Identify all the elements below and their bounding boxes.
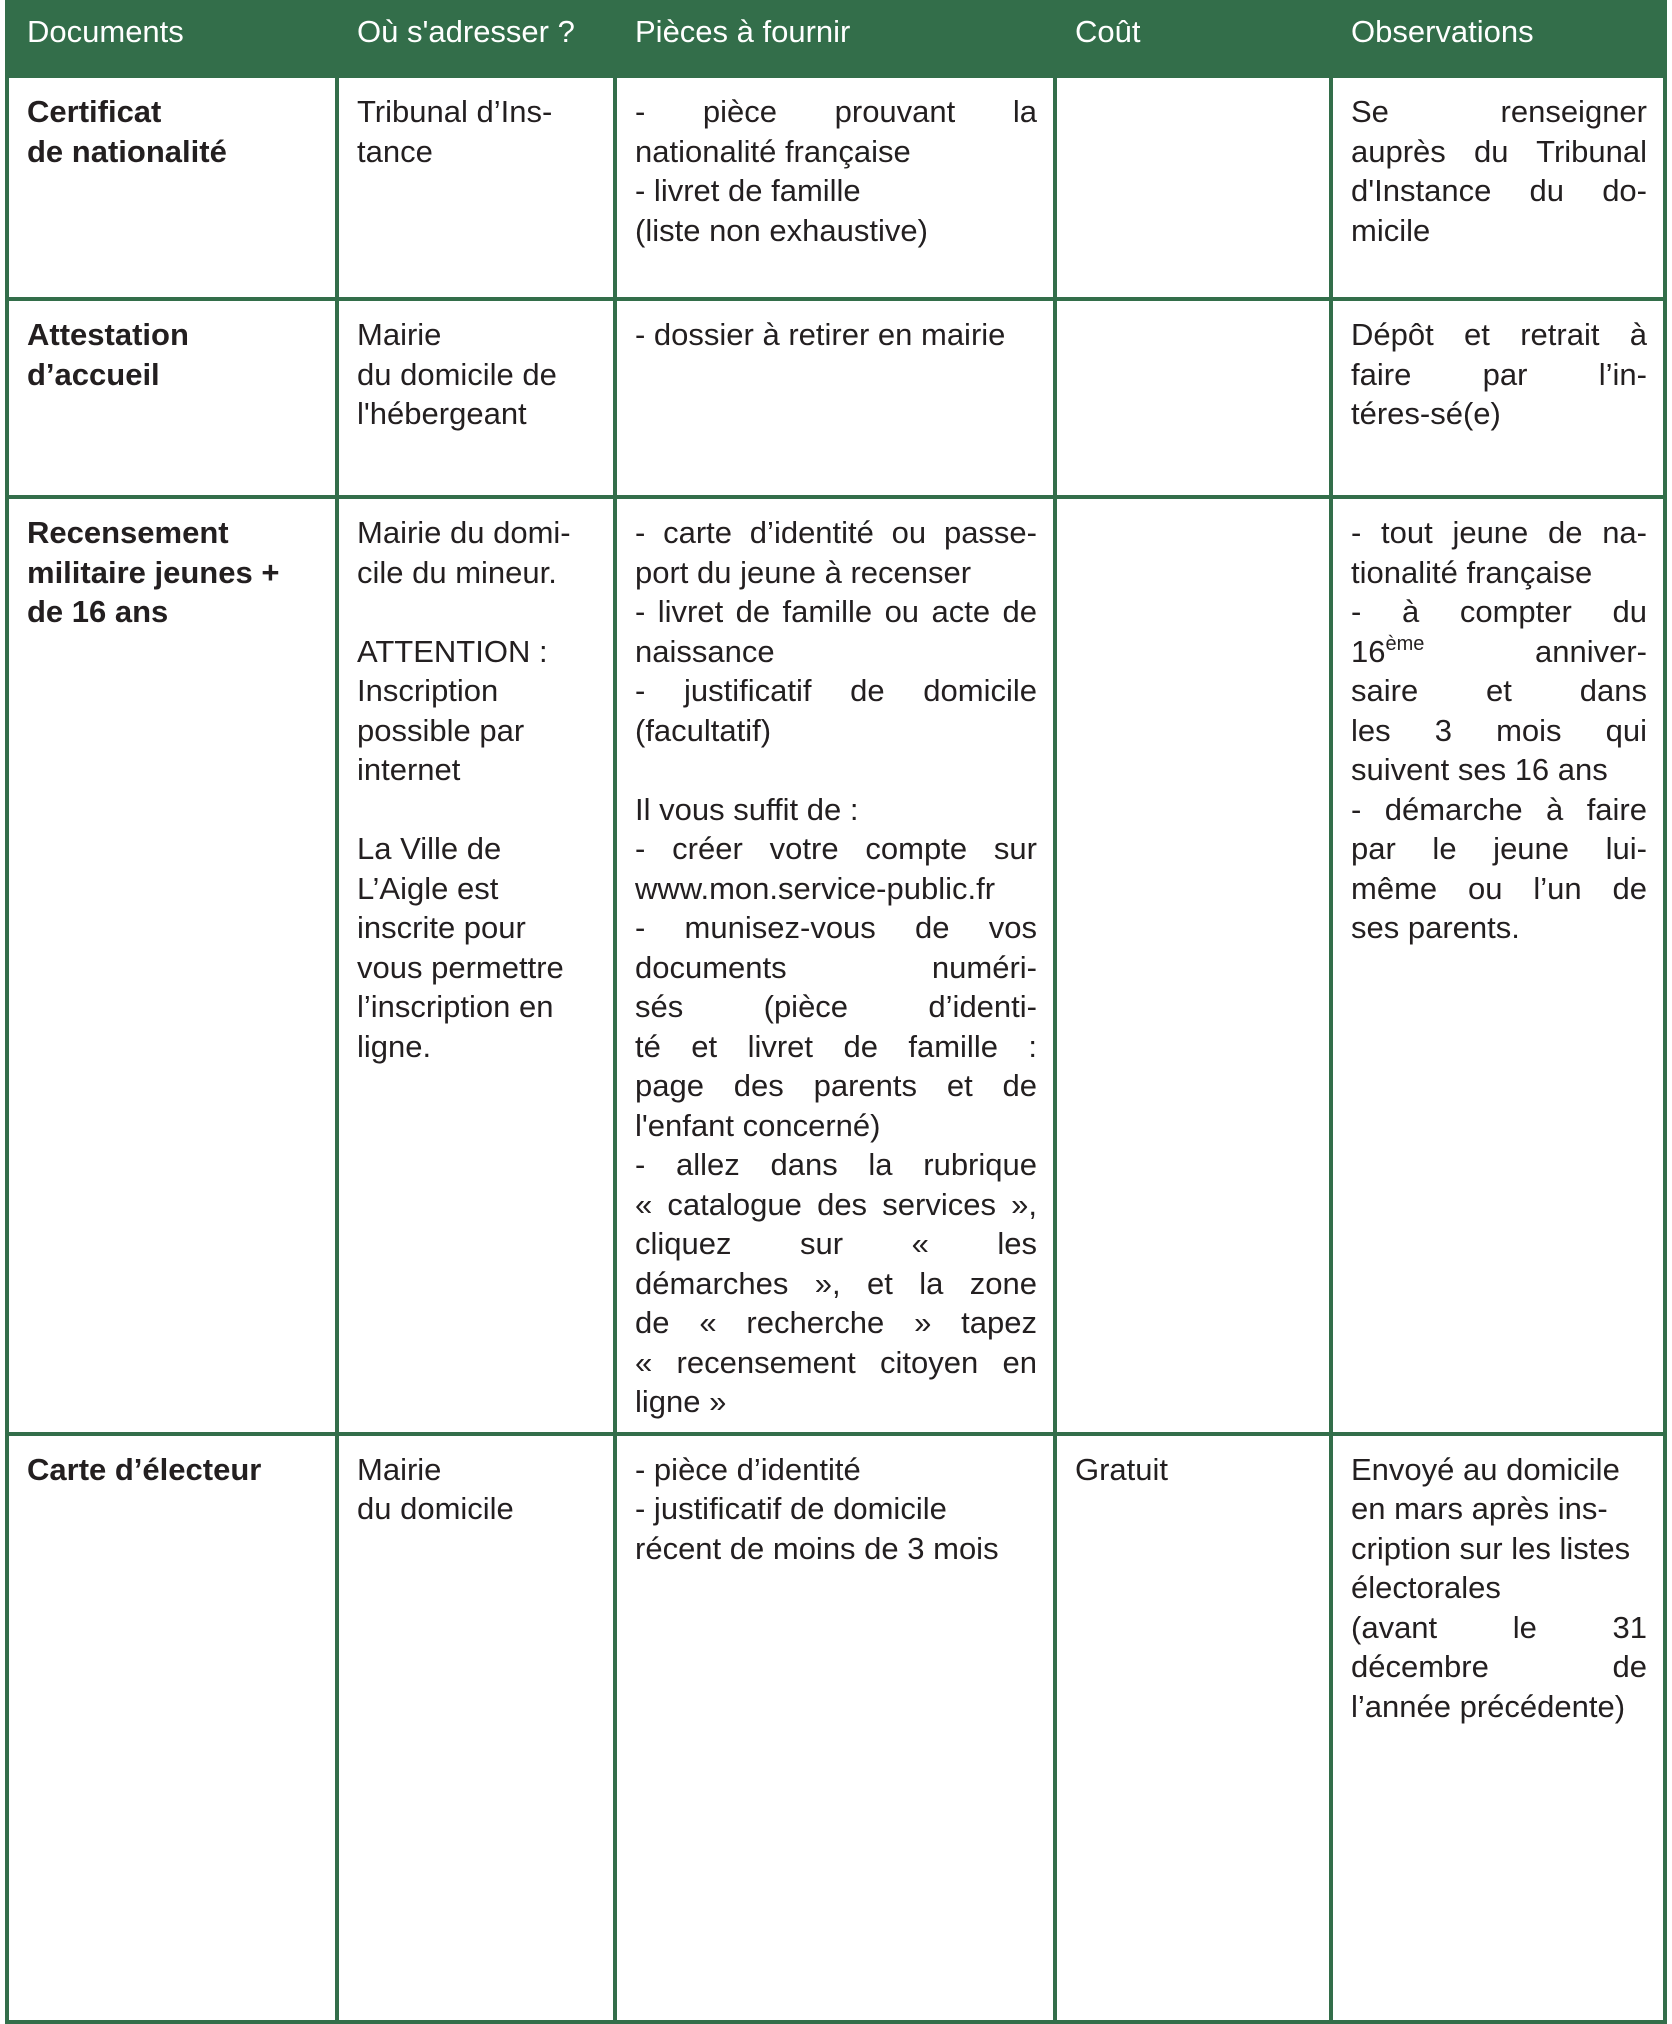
- text-line: militaire jeunes +: [27, 554, 280, 590]
- text-line: l’année précédente): [1351, 1688, 1626, 1724]
- cell-cout: Gratuit: [1055, 1434, 1331, 2023]
- text-line: « catalogue des services »,: [635, 1186, 1037, 1222]
- blank-line: [357, 592, 597, 632]
- cell-ou: [337, 497, 615, 1434]
- text-line: faire par l’in-: [1351, 356, 1647, 392]
- text-line: La Ville de: [357, 831, 502, 866]
- cell-pieces: [615, 76, 1055, 299]
- header-cout: Coût: [1055, 2, 1331, 76]
- text-line: Il vous suffit de :: [635, 791, 859, 827]
- text-line: Inscription: [357, 673, 499, 708]
- cell-document: [7, 299, 337, 497]
- text-line: même ou l’un de: [1351, 870, 1647, 906]
- text-line: - tout jeune de na-: [1351, 515, 1647, 550]
- text-line: Carte d’électeur: [27, 1451, 262, 1487]
- text-line: Recensement: [27, 515, 229, 550]
- cell-cout: [1055, 497, 1331, 1434]
- header-ou-sadresser: Où s'adresser ?: [337, 2, 615, 76]
- cell-ou: [337, 1434, 615, 2023]
- cell-cout: [1055, 299, 1331, 497]
- text-line: Tribunal d’Ins-: [357, 94, 553, 129]
- text-line: L’Aigle est: [357, 870, 499, 906]
- text-line: - pièce d’identité: [635, 1451, 861, 1487]
- text-line: électorales: [1351, 1570, 1501, 1605]
- text-fragment: anniver-: [1535, 633, 1647, 669]
- text-line: l'hébergeant: [357, 396, 527, 431]
- text-line: l’inscription en: [357, 989, 554, 1024]
- table-row: [7, 497, 1665, 1434]
- text-line: - munisez-vous de vos: [635, 910, 1037, 945]
- header-pieces: Pièces à fournir: [615, 2, 1055, 76]
- text-line: ligne.: [357, 1028, 432, 1064]
- text-line: - pièce prouvant la: [635, 94, 1037, 129]
- text-line: Mairie du domi-: [357, 515, 571, 550]
- text-line: naissance: [635, 633, 775, 669]
- text-line: l'enfant concerné): [635, 1107, 881, 1143]
- text-line: micile: [1351, 212, 1431, 248]
- text-line: www.mon.service-public.fr: [635, 870, 996, 906]
- text-line: tionalité française: [1351, 554, 1593, 590]
- cell-observations: [1331, 299, 1665, 497]
- text-line: du domicile: [357, 1491, 514, 1526]
- text-line: de 16 ans: [27, 594, 169, 629]
- blank-line: [635, 750, 1037, 790]
- text-line: - allez dans la rubrique: [635, 1147, 1037, 1182]
- text-line: du domicile de: [357, 356, 557, 392]
- table-row: [7, 76, 1665, 299]
- text-line: internet: [357, 752, 461, 787]
- text-line: té et livret de famille :: [635, 1028, 1037, 1064]
- cell-pieces: [615, 1434, 1055, 2023]
- text-line: cile du mineur.: [357, 554, 557, 590]
- cell-observations: [1331, 497, 1665, 1434]
- text-line: Dépôt et retrait à: [1351, 317, 1647, 352]
- cell-document: [7, 497, 337, 1434]
- table-row: [7, 1434, 1665, 2023]
- cell-pieces: [615, 497, 1055, 1434]
- text-line: de « recherche » tapez: [635, 1305, 1037, 1340]
- text-line: « recensement citoyen en: [635, 1344, 1037, 1380]
- text-line: sés (pièce d’identi-: [635, 989, 1037, 1024]
- cell-pieces: [615, 299, 1055, 497]
- text-line: - justificatif de domicile: [635, 1491, 947, 1526]
- text-line: ATTENTION :: [357, 633, 548, 669]
- text-line: tance: [357, 133, 433, 169]
- text-line: - livret de famille: [635, 173, 861, 208]
- text-line: - carte d’identité ou passe-: [635, 515, 1037, 550]
- table-header-row: [7, 2, 1665, 76]
- text-line: auprès du Tribunal: [1351, 133, 1647, 169]
- text-line: (facultatif): [635, 712, 772, 748]
- text-line: par le jeune lui-: [1351, 831, 1647, 866]
- ordinal-digits: 16: [1351, 633, 1386, 669]
- cell-observations: [1331, 1434, 1665, 2023]
- text-line: récent de moins de 3 mois: [635, 1530, 999, 1566]
- ordinal-number: [1351, 632, 1424, 672]
- text-line: nationalité française: [635, 133, 911, 169]
- text-line: (avant le 31: [1351, 1609, 1647, 1645]
- text-line: Certificat: [27, 94, 162, 129]
- cell-document: [7, 1434, 337, 2023]
- text-line-superscript: [1351, 632, 1647, 672]
- text-line: ligne »: [635, 1384, 727, 1419]
- text-line: - dossier à retirer en mairie: [635, 317, 1006, 352]
- header-documents: Documents: [7, 2, 337, 76]
- text-line: inscrite pour: [357, 910, 526, 945]
- text-line: ses parents.: [1351, 910, 1520, 945]
- documents-table: [5, 0, 1667, 2024]
- text-line: saire et dans: [1351, 673, 1647, 708]
- text-line: Mairie: [357, 1451, 442, 1487]
- text-line: téres-sé(e): [1351, 396, 1501, 431]
- text-line: - livret de famille ou acte de: [635, 594, 1037, 629]
- text-line: port du jeune à recenser: [635, 554, 972, 590]
- text-line: cription sur les listes: [1351, 1530, 1631, 1566]
- text-line: Mairie: [357, 317, 442, 352]
- text-line: documents numéri-: [635, 949, 1037, 985]
- text-line: - créer votre compte sur: [635, 831, 1037, 866]
- cell-observations: [1331, 76, 1665, 299]
- text-line: - démarche à faire: [1351, 791, 1647, 827]
- text-line: d’accueil: [27, 356, 160, 392]
- text-line: Se renseigner: [1351, 94, 1647, 129]
- text-line: Attestation: [27, 317, 189, 352]
- cell-ou: [337, 76, 615, 299]
- text-line: de nationalité: [27, 133, 227, 169]
- text-line: en mars après ins-: [1351, 1491, 1608, 1526]
- text-line: possible par: [357, 712, 525, 748]
- text-line: décembre de: [1351, 1649, 1647, 1684]
- text-line: vous permettre: [357, 949, 564, 985]
- text-line: les 3 mois qui: [1351, 712, 1647, 748]
- text-line: - à compter du: [1351, 594, 1647, 629]
- text-line: - justificatif de domicile: [635, 673, 1037, 708]
- text-line: d'Instance du do-: [1351, 173, 1647, 208]
- text-line: démarches », et la zone: [635, 1265, 1037, 1301]
- header-observations: Observations: [1331, 2, 1665, 76]
- text-line: cliquez sur « les: [635, 1226, 1037, 1261]
- text-line: page des parents et de: [635, 1068, 1037, 1103]
- cell-ou: [337, 299, 615, 497]
- table-row: [7, 299, 1665, 497]
- text-line: Envoyé au domicile: [1351, 1451, 1620, 1487]
- cell-cout: [1055, 76, 1331, 299]
- text-line: (liste non exhaustive): [635, 212, 928, 248]
- cell-document: [7, 76, 337, 299]
- ordinal-suffix: ème: [1385, 632, 1425, 655]
- text-line: suivent ses 16 ans: [1351, 752, 1608, 787]
- blank-line: [357, 790, 597, 830]
